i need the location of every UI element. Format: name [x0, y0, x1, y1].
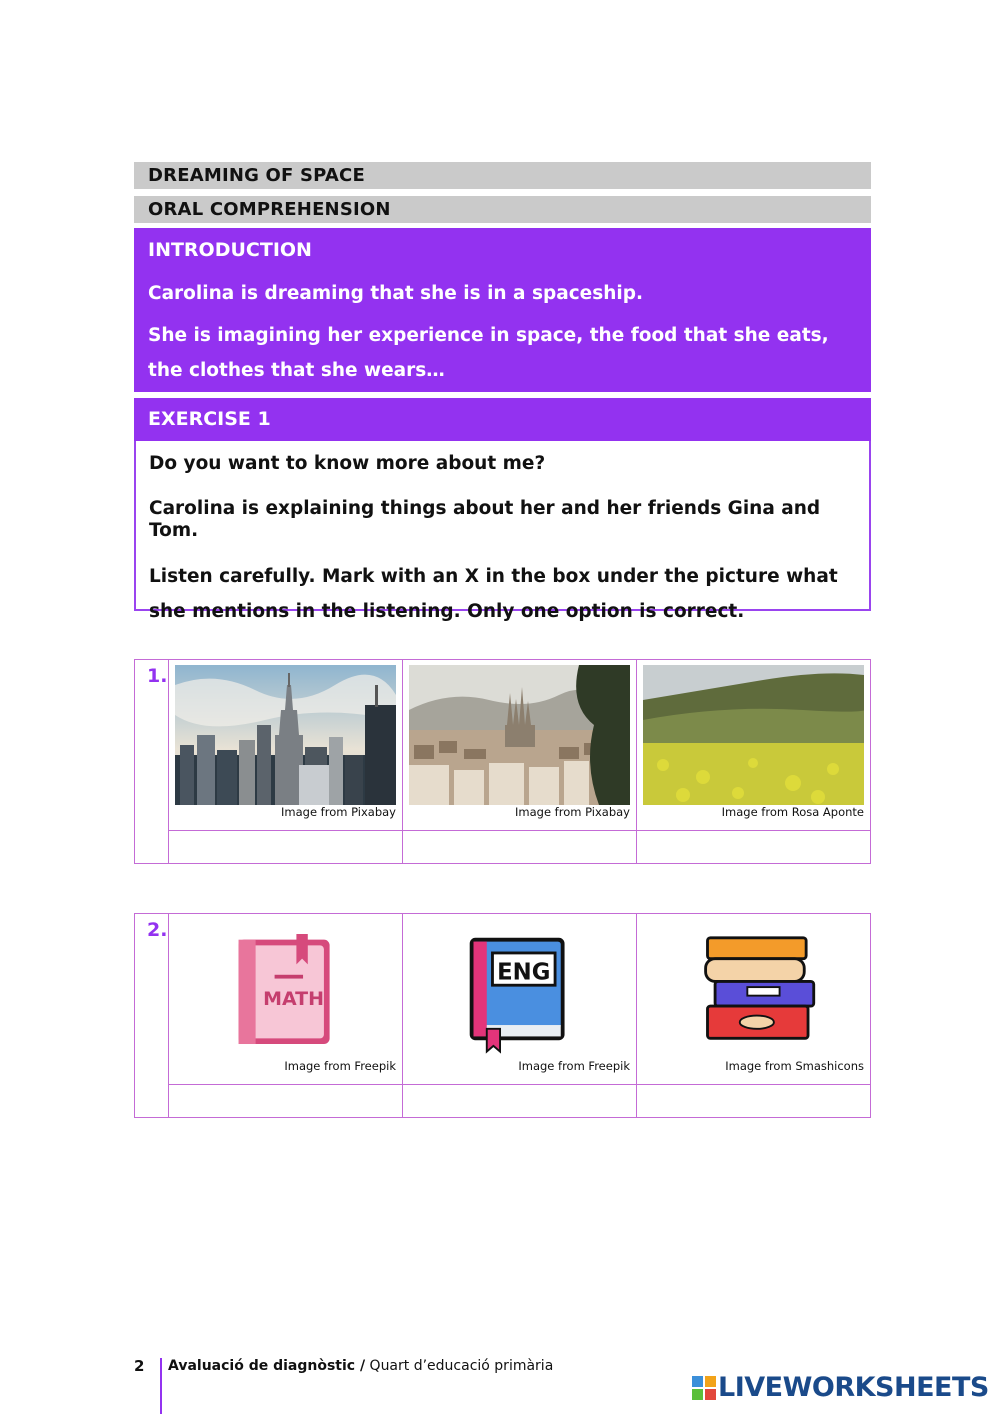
- option-cell: [403, 660, 637, 831]
- question-number: 2.: [135, 914, 169, 1118]
- introduction-heading: INTRODUCTION: [148, 239, 312, 261]
- option-cell: [637, 660, 871, 831]
- introduction-line-2b: the clothes that she wears…: [148, 360, 445, 381]
- math-book-icon: [175, 919, 396, 1059]
- introduction-line-2a: She is imagining her experience in space, the food that she eats,: [148, 325, 829, 346]
- option-cell: [403, 914, 637, 1085]
- option-cell: [169, 914, 403, 1085]
- footer-divider: [160, 1358, 162, 1414]
- question-2-table: [134, 913, 871, 1118]
- book-stack-icon: [643, 919, 864, 1059]
- footer-normal: Quart d’educació primària: [365, 1358, 554, 1374]
- introduction-box: [134, 228, 871, 392]
- english-book-icon: [409, 919, 630, 1059]
- introduction-line-1: Carolina is dreaming that she is in a spaceship.: [148, 283, 644, 304]
- option-cell: [169, 660, 403, 831]
- exercise-paragraph-2b: she mentions in the listening. Only one option is correct.: [149, 601, 745, 622]
- question-number: 1.: [135, 660, 169, 864]
- answer-box[interactable]: [637, 1085, 871, 1118]
- introduction-line-2: [148, 318, 871, 388]
- answer-box[interactable]: [637, 831, 871, 864]
- image-credit: Image from Pixabay: [515, 805, 630, 819]
- exercise-paragraph-2: [149, 559, 869, 629]
- footer-bold: Avaluació de diagnòstic /: [168, 1358, 366, 1374]
- option-cell: [637, 914, 871, 1085]
- question-1-table: [134, 659, 871, 864]
- liveworksheets-brand-text: LIVEWORKSHEETS: [718, 1372, 989, 1403]
- section-title: ORAL COMPREHENSION: [134, 196, 871, 223]
- exercise-paragraph-1: Carolina is explaining things about her and her friends Gina and Tom.: [149, 498, 821, 541]
- answer-box[interactable]: [169, 831, 403, 864]
- image-credit: Image from Pixabay: [281, 805, 396, 819]
- answer-box[interactable]: [169, 1085, 403, 1118]
- worksheet-title: DREAMING OF SPACE: [134, 162, 871, 189]
- page-number: 2: [134, 1357, 145, 1375]
- exercise-question: Do you want to know more about me?: [149, 453, 546, 474]
- barcelona-sagrada-familia-photo: [409, 665, 630, 805]
- new-york-skyline-photo: [175, 665, 396, 805]
- image-credit: Image from Rosa Aponte: [721, 805, 864, 819]
- image-credit: Image from Smashicons: [725, 1059, 864, 1073]
- image-credit: Image from Freepik: [284, 1059, 396, 1073]
- liveworksheets-logo: [692, 1372, 989, 1403]
- image-credit: Image from Freepik: [518, 1059, 630, 1073]
- answer-box[interactable]: [403, 831, 637, 864]
- exercise-heading: EXERCISE 1: [134, 398, 871, 441]
- exercise-paragraph-2a: Listen carefully. Mark with an X in the box under the picture what: [149, 566, 838, 587]
- footer-text: [168, 1358, 553, 1374]
- english-book-label: ENG: [497, 959, 551, 986]
- math-book-label: MATH: [263, 988, 324, 1011]
- answer-box[interactable]: [403, 1085, 637, 1118]
- exercise-instructions: [134, 441, 871, 622]
- countryside-rapeseed-field-photo: [643, 665, 864, 805]
- liveworksheets-logo-icon: [692, 1376, 716, 1400]
